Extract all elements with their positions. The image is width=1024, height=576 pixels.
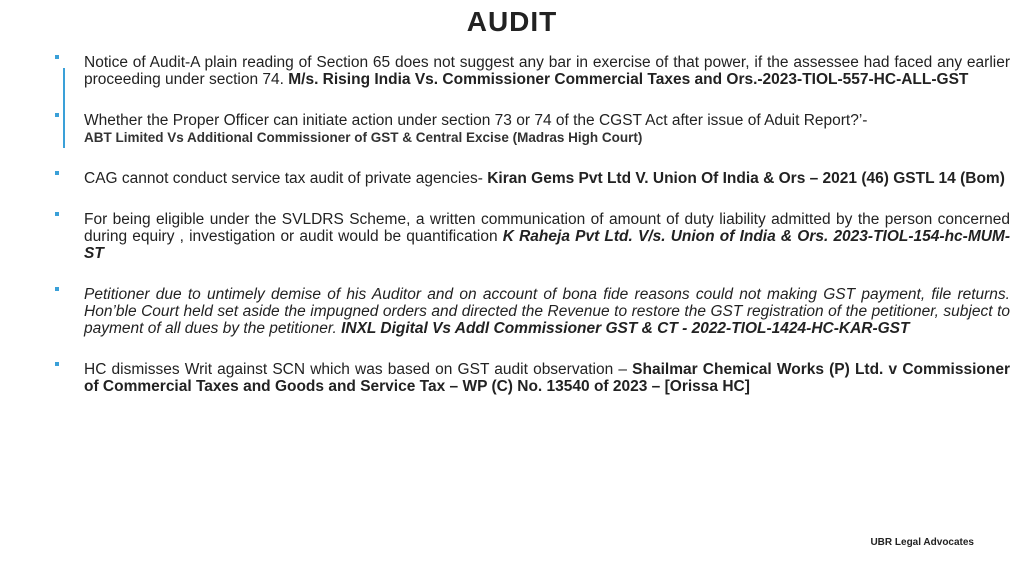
item-citation: ABT Limited Vs Additional Commissioner of GST & Central Excise (Madras High Court) [84, 130, 643, 145]
item-citation: Kiran Gems Pvt Ltd V. Union Of India & Ors – 2021 (46) GSTL 14 (Bom) [487, 170, 1005, 187]
bullet-icon [55, 171, 59, 175]
item-text: HC dismisses Writ against SCN which was based on GST audit observation – [84, 361, 633, 378]
bullet-icon [55, 362, 59, 366]
list-item [52, 54, 1010, 88]
bullet-icon [55, 287, 59, 291]
list-item [52, 170, 1010, 187]
slide-title: AUDIT [466, 6, 558, 37]
list-item [52, 211, 1010, 262]
list-item [52, 112, 1010, 146]
list-item [52, 286, 1010, 337]
bullet-list [52, 54, 1010, 419]
item-text: Petitioner due to untimely demise of his Auditor and on account of bona fide reasons could not making GST payment, file returns. Hon’ble Court held set aside the impugned orders and directed the Revenue to restore the GST registration of the petitioner, subject to payment of all dues by the petitioner. [84, 286, 1010, 337]
item-citation: INXL Digital Vs Addl Commissioner GST & CT - 2022-TIOL-1424-HC-KAR-GST [341, 320, 910, 337]
item-citation: M/s. Rising India Vs. Commissioner Commercial Taxes and Ors.-2023-TIOL-557-HC-ALL-GST [288, 71, 969, 88]
item-text: Whether the Proper Officer can initiate action under section 73 or 74 of the CGST Act after issue of Aduit Report?’- [84, 112, 868, 129]
item-text: Notice of Audit-A plain reading of Section 65 does not suggest any bar in exercise of that power, if the assessee had faced any earlier proceeding under section 74. [84, 54, 1010, 88]
item-text: For being eligible under the SVLDRS Scheme, a written communication of amount of duty liability admitted by the person concerned during equiry , investigation or audit would be quantification [84, 211, 1010, 245]
item-text: CAG cannot conduct service tax audit of private agencies- [84, 170, 488, 187]
bullet-icon [55, 113, 59, 117]
list-item [52, 361, 1010, 395]
item-citation: Shailmar Chemical Works (P) Ltd. v Commissioner of Commercial Taxes and Goods and Service Tax – WP (C) No. 13540 of 2023 – [Orissa HC] [84, 361, 1010, 395]
bullet-icon [55, 212, 59, 216]
item-citation: K Raheja Pvt Ltd. V/s. Union of India & Ors. 2023-TIOL-154-hc-MUM-ST [84, 228, 1010, 262]
footer-brand: UBR Legal Advocates [870, 537, 974, 548]
bullet-icon [55, 55, 59, 59]
